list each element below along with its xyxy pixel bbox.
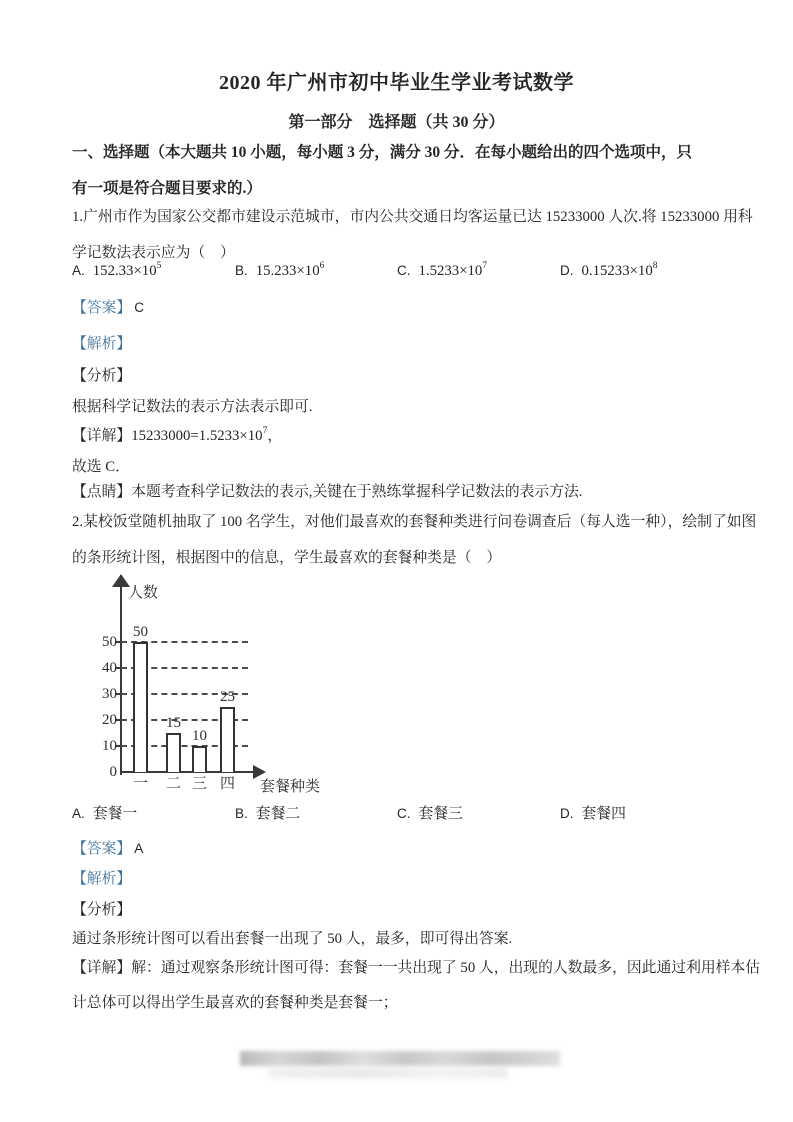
q2-fenxi-tag: 【分析】 — [72, 902, 132, 918]
y-axis-label: 人数 — [128, 585, 159, 601]
bar-三 — [192, 746, 207, 772]
q1-option-a: A. $152.33\times 10^5$ — [72, 261, 162, 279]
q1-fenxi-text: 根据科学记数法的表示方法表示即可. — [72, 399, 313, 415]
y-tick-label: 20 — [102, 712, 117, 728]
bar-value-label: 50 — [133, 624, 148, 640]
q2-stem-line-2: 的条形统计图，根据图中的信息，学生最喜欢的套餐种类是（ ） — [72, 550, 502, 566]
q1-analysis-tag: 【解析】 — [72, 336, 132, 352]
q1-conclusion: 故选 C． — [72, 459, 130, 475]
x-category-label: 三 — [191, 776, 207, 792]
instructions-line-1: 一、选择题（本大题共 10 小题，每小题 3 分，满分 30 分．在每小题给出的四个选项中，只 — [72, 144, 693, 161]
q1-note-line: 【点睛】本题考查科学记数法的表示,关键在于熟练掌握科学记数法的表示方法. — [72, 484, 583, 500]
q2-stem-line-1: 2.某校饭堂随机抽取了 100 名学生，对他们最喜欢的套餐种类进行问卷调查后（每人选一种），绘制了如图 — [72, 514, 757, 530]
q2-option-c: C. 套餐三 — [397, 806, 463, 822]
q1-option-b: B. $15.233\times 10^6$ — [235, 261, 325, 279]
y-tick-label: 10 — [102, 738, 117, 754]
bar-一 — [133, 642, 148, 772]
blurred-watermark-echo — [268, 1068, 508, 1078]
q1-detail-line: 【详解】$15233000=1.5233\times 10^7$， — [72, 426, 283, 444]
q1-stem-line-1: 1.广州市作为国家公交都市建设示范城市，市内公共交通日均客运量已达 15233000 人次.将 15233000 用科 — [72, 209, 753, 225]
q2-answer-line — [72, 838, 143, 860]
bar-value-label: 25 — [220, 689, 235, 705]
bar-chart — [95, 575, 330, 803]
bar-四 — [220, 707, 235, 772]
q2-option-a: A. 套餐一 — [72, 806, 138, 822]
x-category-label: 二 — [165, 776, 181, 792]
q2-options-row — [72, 802, 732, 823]
answer-tag: 【答案】 — [72, 300, 132, 316]
q1-answer-line — [72, 297, 144, 319]
y-tick-label: 0 — [109, 764, 117, 780]
q2-option-b: B. 套餐二 — [235, 806, 301, 822]
x-axis-label: 套餐种类 — [260, 779, 321, 795]
q2-option-d: D. 套餐四 — [560, 806, 626, 822]
y-tick-label: 50 — [102, 634, 117, 650]
answer-value: C — [134, 300, 144, 315]
answer-tag: 【答案】 — [72, 841, 132, 857]
bar-value-label: 10 — [192, 728, 207, 744]
instructions-line-2: 有一项是符合题目要求的.） — [72, 180, 262, 197]
q1-option-c: C. $1.5233\times 10^7$ — [397, 261, 488, 279]
q1-stem-line-2: 学记数法表示应为（ ） — [72, 245, 235, 261]
x-category-label: 四 — [219, 776, 235, 792]
x-category-label: 一 — [132, 776, 148, 792]
document-title: 2020 年广州市初中毕业生学业考试数学 — [219, 72, 574, 94]
q2-analysis-tag: 【解析】 — [72, 871, 132, 887]
q1-options-row — [72, 262, 732, 280]
bar-value-label: 15 — [166, 715, 181, 731]
q2-fenxi-text: 通过条形统计图可以看出套餐一出现了 50 人，最多，即可得出答案. — [72, 931, 513, 947]
blurred-watermark — [240, 1051, 560, 1066]
q2-detail-line-2: 计总体可以得出学生最喜欢的套餐种类是套餐一； — [72, 995, 398, 1011]
section-heading: 第一部分 选择题（共 30 分） — [288, 114, 505, 131]
y-tick-label: 40 — [102, 660, 117, 676]
y-tick-label: 30 — [102, 686, 117, 702]
answer-value: A — [134, 841, 144, 856]
q1-option-d: D. $0.15233\times 10^8$ — [560, 261, 658, 279]
bar-二 — [166, 733, 181, 772]
q2-detail-line-1: 【详解】解：通过观察条形统计图可得：套餐一一共出现了 50 人，出现的人数最多，因此通过利用样本估 — [72, 960, 761, 976]
q1-fenxi-tag: 【分析】 — [72, 368, 132, 384]
